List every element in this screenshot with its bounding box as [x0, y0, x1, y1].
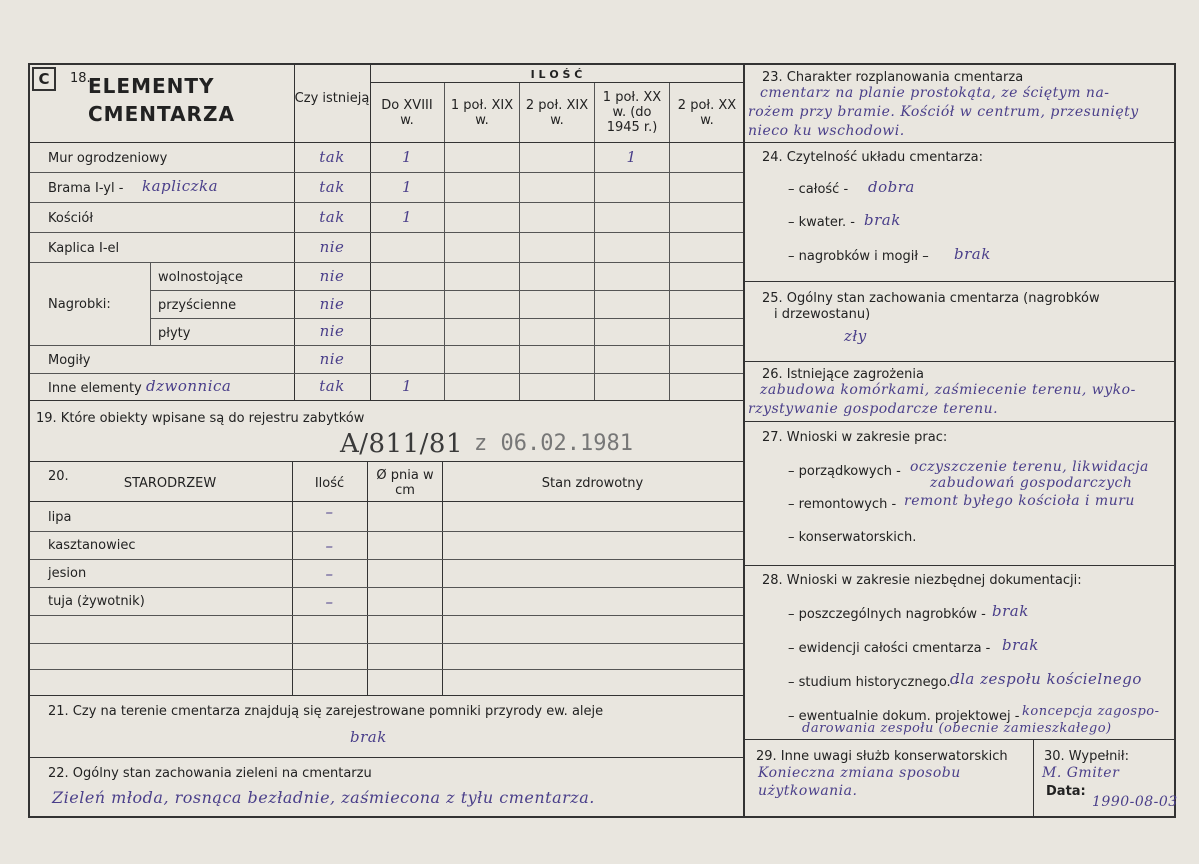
corner-letter-box: C	[32, 67, 56, 91]
czy-value-mur: tak	[319, 148, 345, 166]
s24-title: 24. Czytelność układu cmentarza:	[762, 150, 984, 165]
s27-item-porzadkowych: – porządkowych -	[788, 464, 901, 479]
s20-header-pnia: Ø pnia w cm	[376, 468, 434, 498]
s24-item-nagrobkow: – nagrobków i mogił –	[788, 249, 929, 264]
s20-header-starodrzew: STARODRZEW	[123, 476, 217, 491]
s23-line-3: nieco ku wschodowi.	[748, 123, 905, 139]
ilosc-header: I L O Ś Ć	[530, 68, 583, 81]
s22-title: 22. Ogólny stan zachowania zieleni na cmentarzu	[48, 766, 372, 781]
tree-qty-lipa: –	[325, 503, 334, 521]
col-header-xviii: Do XVIII w.	[381, 98, 433, 128]
tree-name-jesion: jesion	[48, 566, 87, 581]
czy-value-kaplica: nie	[319, 238, 345, 256]
s30-date: 1990-08-03	[1092, 794, 1178, 810]
czy-value-przyscienne: nie	[319, 295, 345, 313]
row-extra-inne: dzwonnica	[146, 377, 232, 395]
qty-xviii-mur: 1	[401, 148, 413, 166]
s29-line-1: Konieczna zmiana sposobu	[758, 765, 961, 781]
qty-xviii-brama: 1	[401, 178, 413, 196]
czy-value-inne: tak	[319, 377, 345, 395]
s25-title-1: 25. Ogólny stan zachowania cmentarza (nagrobków	[762, 291, 1100, 306]
tree-name-kasztanowiec: kasztanowiec	[48, 538, 136, 553]
s21-title: 21. Czy na terenie cmentarza znajdują się zarejestrowane pomniki przyrody ew. aleje	[48, 704, 604, 719]
s28-item-nagrobkow: – poszczególnych nagrobków -	[788, 607, 986, 622]
s26-line-2: rzystywanie gospodarcze terenu.	[748, 401, 999, 417]
row-label-mur: Mur ogrodzeniowy	[48, 151, 168, 166]
s30-title: 30. Wypełnił:	[1044, 749, 1129, 764]
s27-item-remontowych: – remontowych -	[788, 497, 897, 512]
s27-title: 27. Wnioski w zakresie prac:	[762, 430, 948, 445]
s23-line-2: rożem przy bramie. Kościół w centrum, przesunięty	[748, 104, 1139, 120]
s23-line-1: cmentarz na planie prostokąta, ze ściętym na-	[760, 85, 1110, 101]
row-label-przyscienne: przyścienne	[158, 298, 237, 313]
s26-title: 26. Istniejące zagrożenia	[762, 367, 924, 382]
qty-1polxx-mur: 1	[626, 148, 637, 166]
s28-title: 28. Wnioski w zakresie niezbędnej dokumentacji:	[762, 573, 1082, 588]
s28-value-ewentualnie-2: darowania zespołu (obecnie zamieszkałego)	[802, 721, 1112, 736]
s20-number: 20.	[48, 469, 69, 484]
czy-value-kosciol: tak	[319, 208, 345, 226]
s28-item-ewidencji: – ewidencji całości cmentarza -	[788, 641, 991, 656]
s28-value-nagrobkow: brak	[992, 602, 1029, 620]
row-label-wolnostojace: wolnostojące	[158, 270, 243, 285]
row-label-mogily: Mogiły	[48, 353, 91, 368]
s27-value-porzadkowych: oczyszczenie terenu, likwidacja	[910, 459, 1149, 475]
s28-item-studium: – studium historycznego. -	[788, 675, 960, 690]
s25-title-2: i drzewostanu)	[774, 307, 871, 322]
s19-register-date-stamp: z 06.02.1981	[474, 431, 633, 456]
s18-title-2: CMENTARZA	[88, 102, 235, 126]
form-card	[28, 63, 1176, 818]
s20-header-ilosc: Ilość	[314, 476, 345, 491]
s26-line-1: zabudowa komórkami, zaśmiecenie terenu, wyko-	[760, 382, 1136, 398]
s21-value: brak	[350, 728, 387, 746]
row-label-brama: Brama I-yl -	[48, 181, 124, 196]
czy-value-mogily: nie	[319, 350, 345, 368]
tree-qty-kasztanowiec: –	[325, 537, 334, 555]
czy-value-wolnostojace: nie	[319, 267, 345, 285]
tree-qty-jesion: –	[325, 565, 334, 583]
qty-xviii-kosciol: 1	[401, 208, 413, 226]
col-header-1pol-xix: 1 poł. XIX w.	[450, 98, 514, 128]
col-header-2pol-xx: 2 poł. XX w.	[677, 98, 737, 128]
s24-item-kwater: – kwater. -	[788, 215, 855, 230]
col-header-2pol-xix: 2 poł. XIX w.	[525, 98, 589, 128]
s27-value-remontowych: remont byłego kościoła i muru	[904, 493, 1135, 509]
s29-title: 29. Inne uwagi służb konserwatorskich	[756, 749, 1008, 764]
s20-header-stan: Stan zdrowotny	[541, 476, 644, 491]
s25-value: zły	[844, 327, 867, 345]
s24-value-calosc: dobra	[868, 178, 915, 196]
s19-register-number: A/811/81	[340, 429, 464, 459]
row-extra-brama: kapliczka	[142, 177, 219, 195]
czy-value-plyty: nie	[319, 322, 345, 340]
col-header-1pol-xx: 1 poł. XX w. (do 1945 r.)	[602, 90, 662, 135]
s29-line-2: użytkowania.	[758, 783, 858, 799]
qty-xviii-inne: 1	[401, 377, 413, 395]
s28-value-studium: dla zespołu kościelnego	[950, 670, 1142, 688]
s24-value-kwater: brak	[864, 211, 901, 229]
row-label-kaplica: Kaplica I-el	[48, 241, 120, 256]
s18-number: 18.	[70, 71, 91, 86]
czy-value-brama: tak	[319, 178, 345, 196]
tree-qty-tuja: –	[325, 593, 334, 611]
s28-item-ewentualnie: – ewentualnie dokum. projektowej -	[788, 709, 1020, 724]
row-label-nagrobki: Nagrobki:	[48, 297, 111, 312]
s22-value: Zieleń młoda, rosnąca bezładnie, zaśmiecona z tyłu cmentarza.	[52, 788, 595, 807]
s28-value-ewidencji: brak	[1002, 636, 1039, 654]
s28-value-ewentualnie: koncepcja zagospo-	[1022, 704, 1160, 719]
s19-title: 19. Które obiekty wpisane są do rejestru zabytków	[36, 411, 365, 426]
s18-title-1: ELEMENTY	[88, 74, 215, 98]
s24-item-calosc: – całość -	[788, 182, 849, 197]
s27-item-konserwatorskich: – konserwatorskich.	[788, 530, 917, 545]
s23-title: 23. Charakter rozplanowania cmentarza	[762, 70, 1024, 85]
tree-name-tuja: tuja (żywotnik)	[48, 594, 145, 609]
tree-name-lipa: lipa	[48, 510, 72, 525]
row-label-kosciol: Kościół	[48, 211, 94, 226]
row-label-inne: Inne elementy	[48, 381, 142, 396]
s30-date-label: Data:	[1046, 784, 1086, 799]
row-label-plyty: płyty	[158, 326, 191, 341]
s24-value-nagrobkow: brak	[954, 245, 991, 263]
czy-istnieja-header: Czy istnieją	[294, 91, 370, 106]
s30-filled-by: M. Gmiter	[1042, 765, 1120, 781]
s27-value-porzadkowych-2: zabudowań gospodarczych	[930, 475, 1133, 491]
